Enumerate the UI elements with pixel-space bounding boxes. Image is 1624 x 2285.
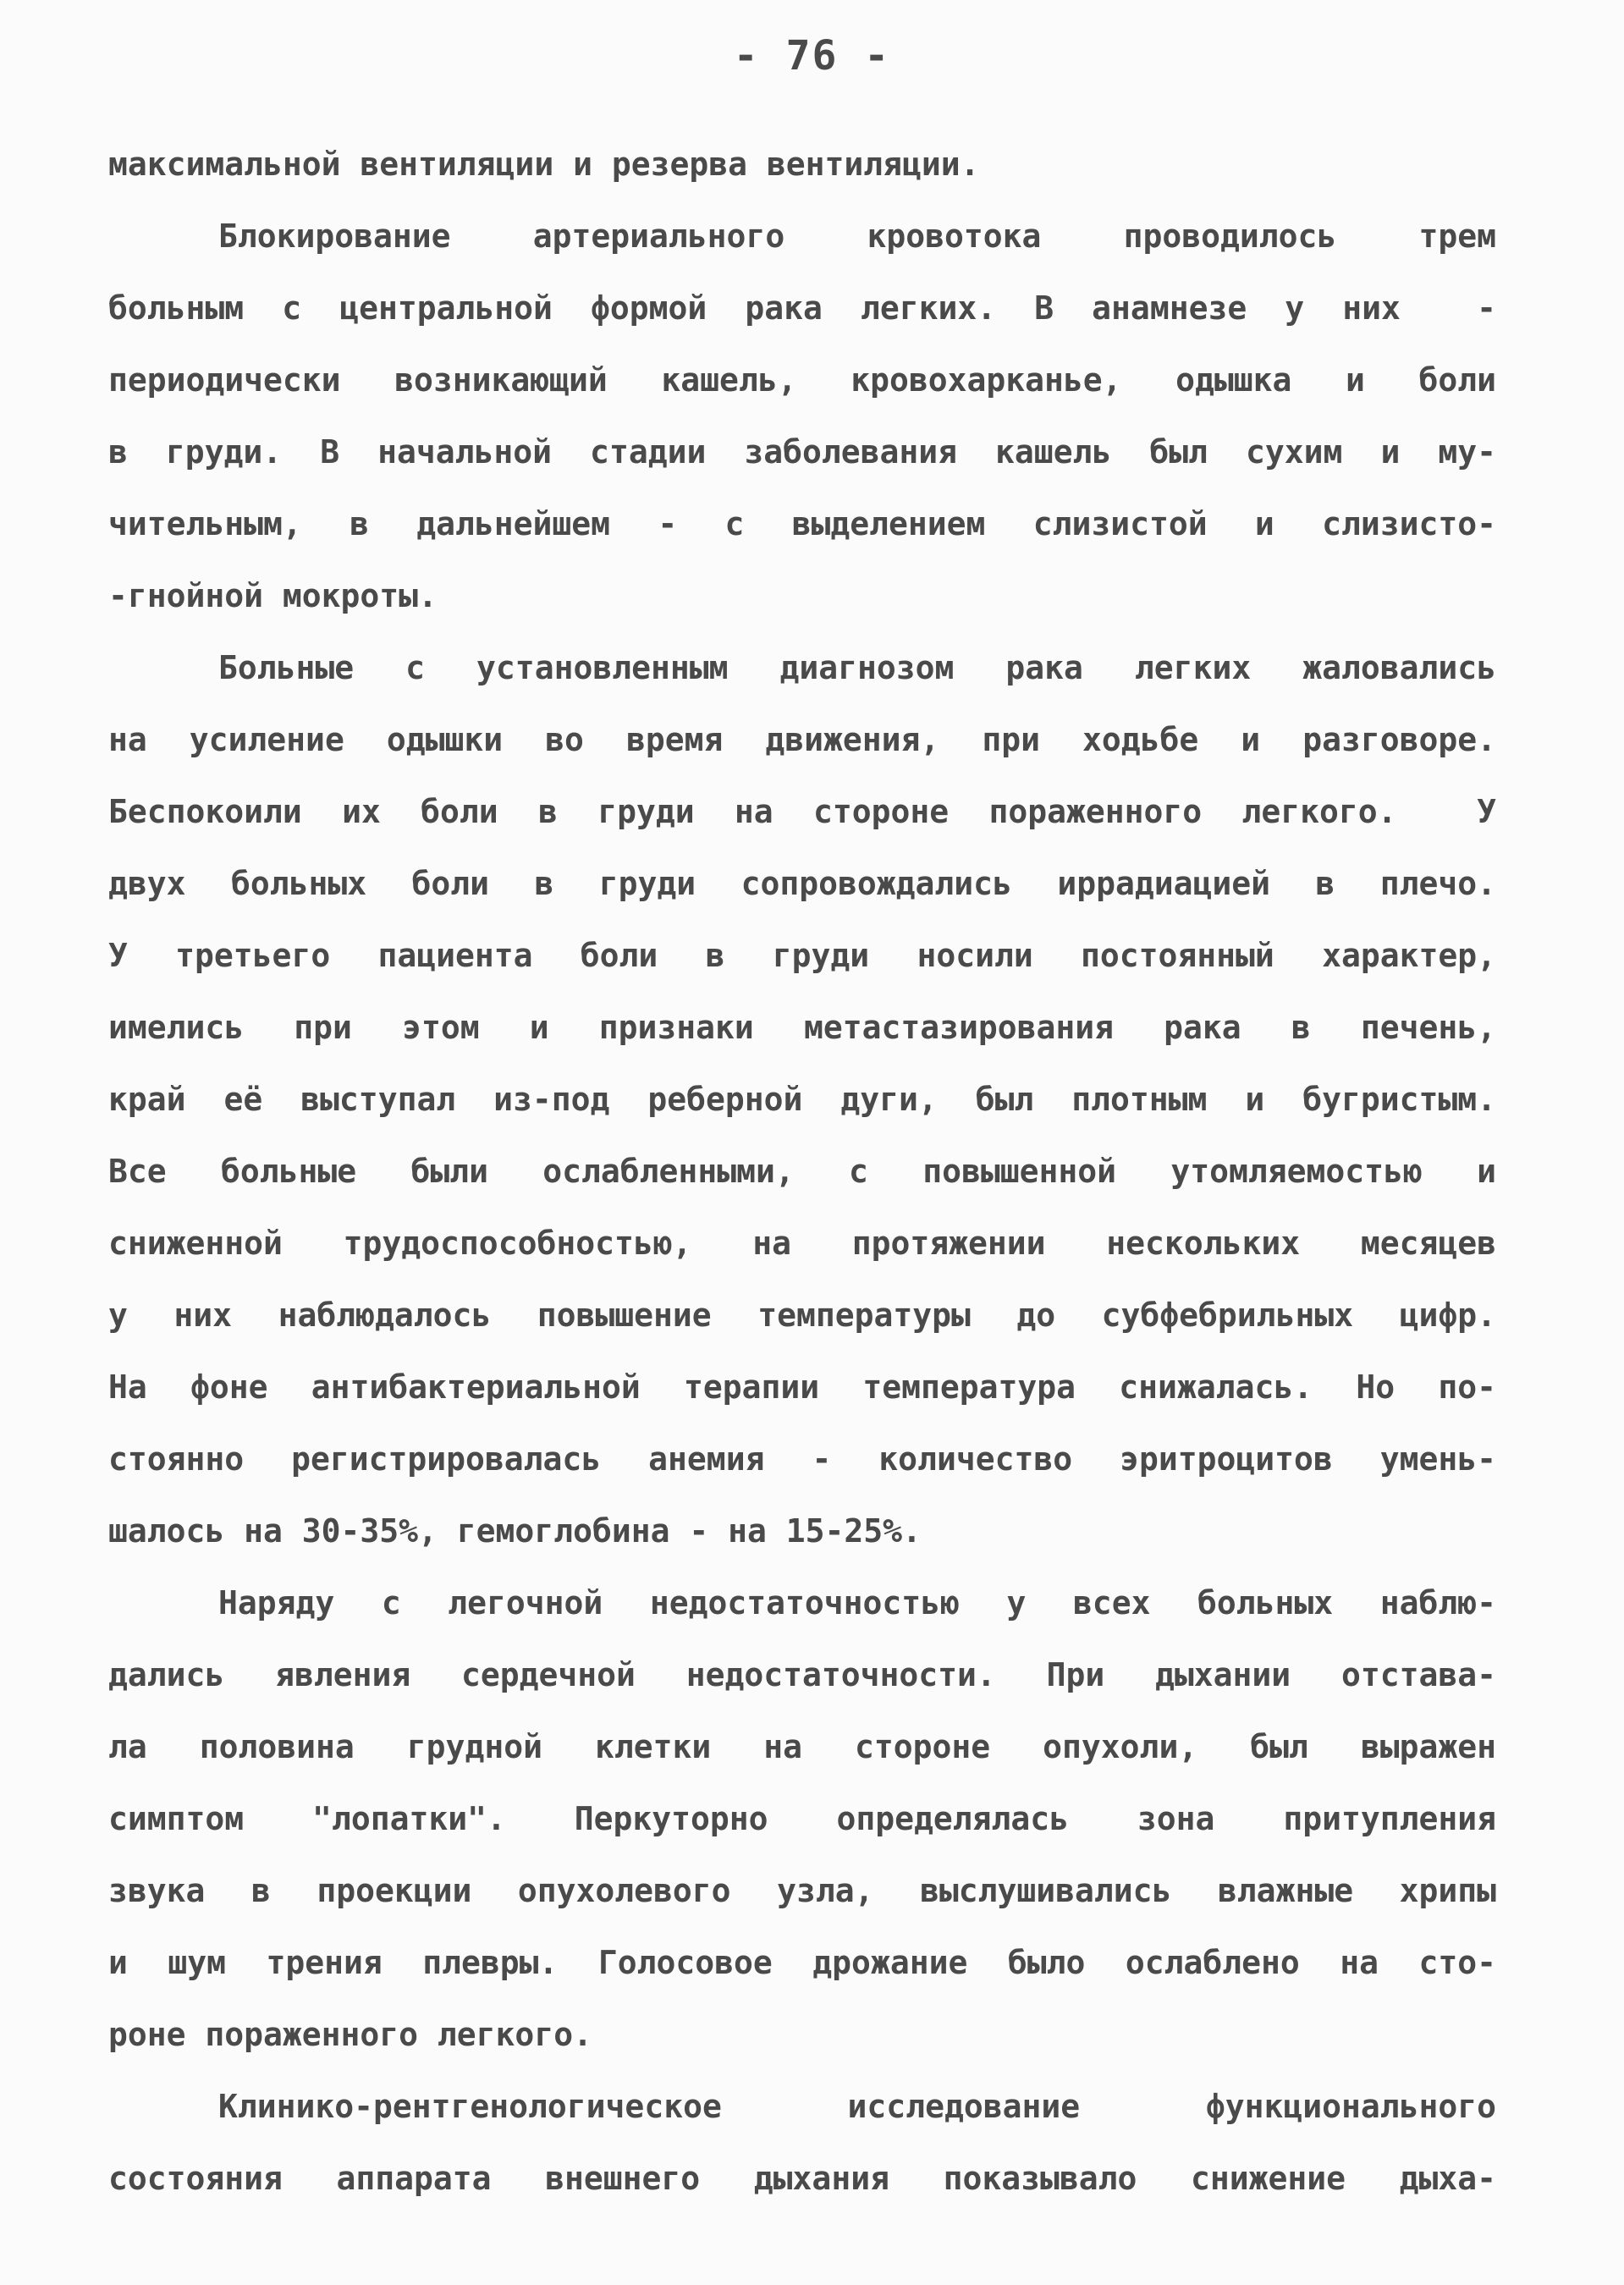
text-line: и шум трения плевры. Голосовое дрожание было ослаблено на сто-: [108, 1944, 1496, 1981]
body-text: [108, 129, 1496, 2215]
text-line: Больные с установленным диагнозом рака легких жаловались: [218, 649, 1496, 686]
text-line: состояния аппарата внешнего дыхания показывало снижение дыха-: [108, 2160, 1496, 2197]
text-line: Все больные были ослабленными, с повышенной утомляемостью и: [108, 1153, 1496, 1190]
text-line: -гнойной мокроты.: [108, 577, 438, 614]
text-line: в груди. В начальной стадии заболевания кашель был сухим и му-: [108, 433, 1496, 471]
text-line: Наряду с легочной недостаточностью у всех больных наблю-: [218, 1584, 1496, 1622]
text-line: На фоне антибактериальной терапии температура снижалась. Но по-: [108, 1368, 1496, 1406]
text-line: сниженной трудоспособностью, на протяжении нескольких месяцев: [108, 1225, 1496, 1262]
text-line: максимальной вентиляции и резерва вентиляции.: [108, 146, 980, 183]
text-line: У третьего пациента боли в груди носили постоянный характер,: [108, 937, 1496, 974]
text-line: имелись при этом и признаки метастазирования рака в печень,: [108, 1009, 1496, 1046]
text-line: ла половина грудной клетки на стороне опухоли, был выражен: [108, 1728, 1496, 1765]
text-line: чительным, в дальнейшем - с выделением слизистой и слизисто-: [108, 505, 1496, 542]
text-line: симптом "лопатки". Перкуторно определялась зона притупления: [108, 1800, 1496, 1837]
text-line: у них наблюдалось повышение температуры до субфебрильных цифр.: [108, 1297, 1496, 1334]
text-line: больным с центральной формой рака легких. В анамнезе у них -: [108, 289, 1496, 327]
text-line: шалось на 30-35%, гемоглобина - на 15-25%.: [108, 1512, 922, 1550]
text-line: Клинико-рентгенологическое исследование функционального: [218, 2088, 1496, 2125]
text-line: Беспокоили их боли в груди на стороне пораженного легкого. У: [108, 793, 1496, 830]
page-number: - 76 -: [733, 32, 891, 80]
text-line: периодически возникающий кашель, кровохарканье, одышка и боли: [108, 361, 1496, 399]
text-line: Блокирование артериального кровотока проводилось трем: [218, 217, 1496, 255]
text-line: стоянно регистрировалась анемия - количество эритроцитов умень-: [108, 1440, 1496, 1478]
text-line: звука в проекции опухолевого узла, выслушивались влажные хрипы: [108, 1872, 1496, 1909]
text-line: роне пораженного легкого.: [108, 2016, 592, 2053]
text-line: двух больных боли в груди сопровождались иррадиацией в плечо.: [108, 865, 1496, 902]
text-line: дались явления сердечной недостаточности. При дыхании отстава-: [108, 1656, 1496, 1693]
text-line: край её выступал из-под реберной дуги, был плотным и бугристым.: [108, 1081, 1496, 1118]
text-line: на усиление одышки во время движения, при ходьбе и разговоре.: [108, 721, 1496, 758]
